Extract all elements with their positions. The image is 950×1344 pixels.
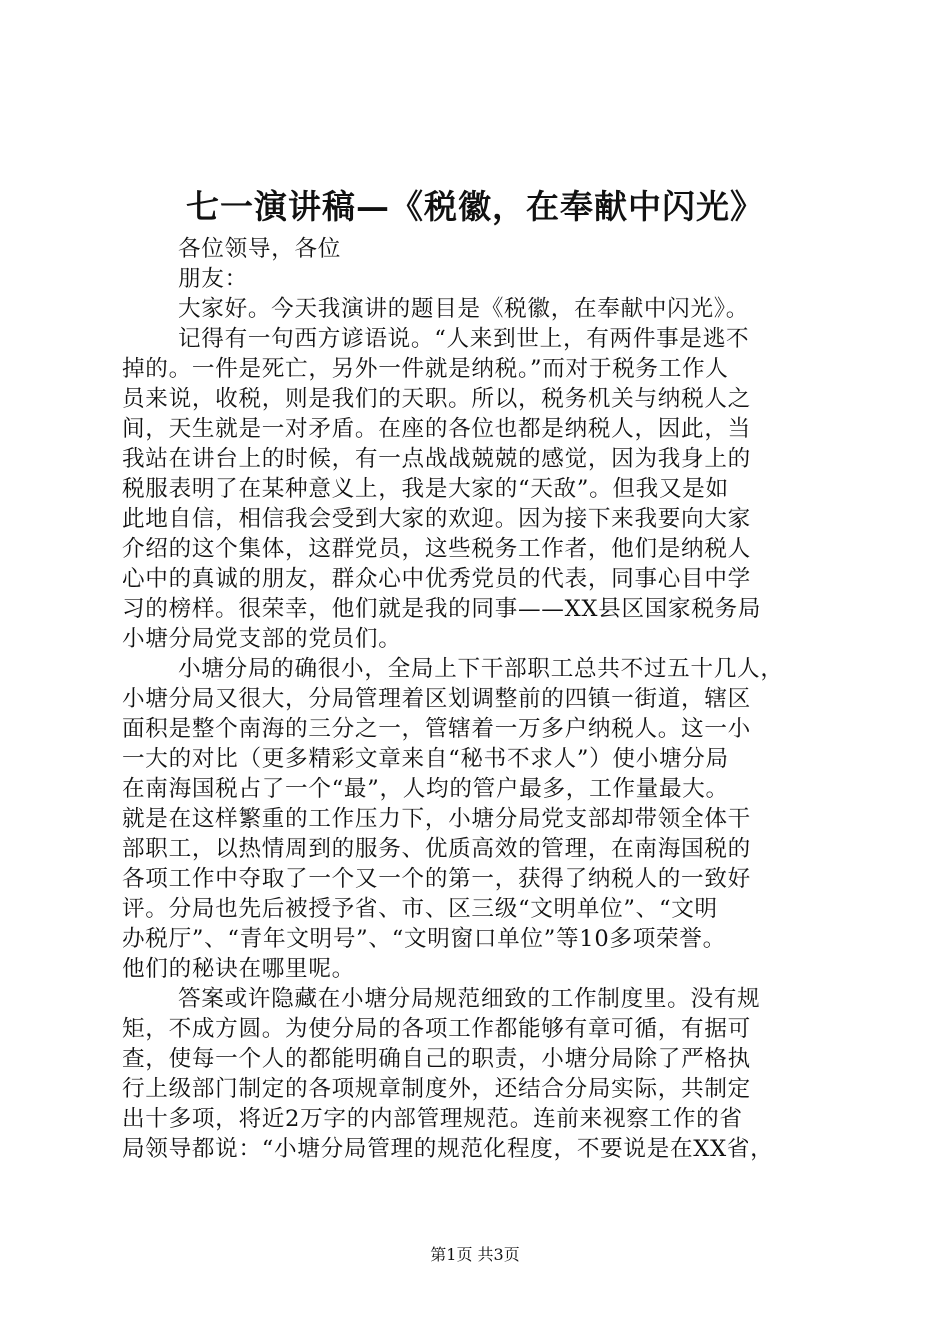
body-line: 评。分局也先后被授予省、市、区三级“文明单位”、“文明 bbox=[122, 896, 718, 922]
body-line: 办税厅”、“青年文明号”、“文明窗口单位”等10多项荣誉。 bbox=[122, 926, 726, 952]
body-line: 我站在讲台上的时候，有一点战战兢兢的感觉，因为我身上的 bbox=[122, 446, 751, 472]
body-line: 税服表明了在某种意义上，我是大家的“天敌”。但我又是如 bbox=[122, 476, 729, 502]
body-line: 小塘分局的确很小，全局上下干部职工总共不过五十几人， bbox=[178, 656, 784, 682]
body-line: 习的榜样。很荣幸，他们就是我的同事——XX县区国家税务局 bbox=[122, 596, 762, 622]
body-line: 局领导都说：“小塘分局管理的规范化程度，不要说是在XX省， bbox=[122, 1136, 774, 1162]
body-line: 员来说，收税，则是我们的天职。所以，税务机关与纳税人之 bbox=[122, 386, 751, 412]
body-line: 各项工作中夺取了一个又一个的第一，获得了纳税人的一致好 bbox=[122, 866, 751, 892]
body-line: 大家好。今天我演讲的题目是《税徽，在奉献中闪光》。 bbox=[178, 296, 750, 322]
body-line: 小塘分局又很大，分局管理着区划调整前的四镇一街道，辖区 bbox=[122, 686, 751, 712]
body-line: 小塘分局党支部的党员们。 bbox=[122, 626, 402, 652]
body-line: 介绍的这个集体，这群党员，这些税务工作者，他们是纳税人 bbox=[122, 536, 751, 562]
body-line: 心中的真诚的朋友，群众心中优秀党员的代表，同事心目中学 bbox=[122, 566, 751, 592]
body-line: 他们的秘诀在哪里呢。 bbox=[122, 956, 355, 982]
page-footer: 第1页 共3页 bbox=[430, 1245, 520, 1264]
body-line: 在南海国税占了一个“最”，人均的管户最多，工作量最大。 bbox=[122, 776, 729, 802]
body-line: 掉的。一件是死亡，另外一件就是纳税。”而对于税务工作人 bbox=[122, 356, 729, 382]
body-line: 间，天生就是一对矛盾。在座的各位也都是纳税人，因此，当 bbox=[122, 416, 751, 442]
body-line: 行上级部门制定的各项规章制度外，还结合分局实际，共制定 bbox=[122, 1076, 751, 1102]
body-line: 面积是整个南海的三分之一，管辖着一万多户纳税人。这一小 bbox=[122, 716, 751, 742]
body-line: 就是在这样繁重的工作压力下，小塘分局党支部却带领全体干 bbox=[122, 806, 751, 832]
document-title: 七一演讲稿—《税徽，在奉献中闪光》 bbox=[186, 187, 764, 226]
body-line: 此地自信，相信我会受到大家的欢迎。因为接下来我要向大家 bbox=[122, 506, 751, 532]
body-line: 答案或许隐藏在小塘分局规范细致的工作制度里。没有规 bbox=[178, 986, 761, 1012]
body-line: 出十多项，将近2万字的内部管理规范。连前来视察工作的省 bbox=[122, 1106, 743, 1132]
body-line: 查，使每一个人的都能明确自己的职责，小塘分局除了严格执 bbox=[122, 1046, 751, 1072]
body-line: 各位领导，各位 bbox=[178, 236, 342, 262]
body-line: 朋友： bbox=[178, 266, 248, 292]
body-line: 记得有一句西方谚语说。“人来到世上，有两件事是逃不 bbox=[178, 326, 750, 352]
body-line: 矩，不成方圆。为使分局的各项工作都能够有章可循，有据可 bbox=[122, 1016, 751, 1042]
body-line: 部职工，以热情周到的服务、优质高效的管理，在南海国税的 bbox=[122, 836, 751, 862]
body-line: 一大的对比（更多精彩文章来自“秘书不求人”）使小塘分局 bbox=[122, 746, 729, 772]
document-body bbox=[122, 234, 857, 1164]
